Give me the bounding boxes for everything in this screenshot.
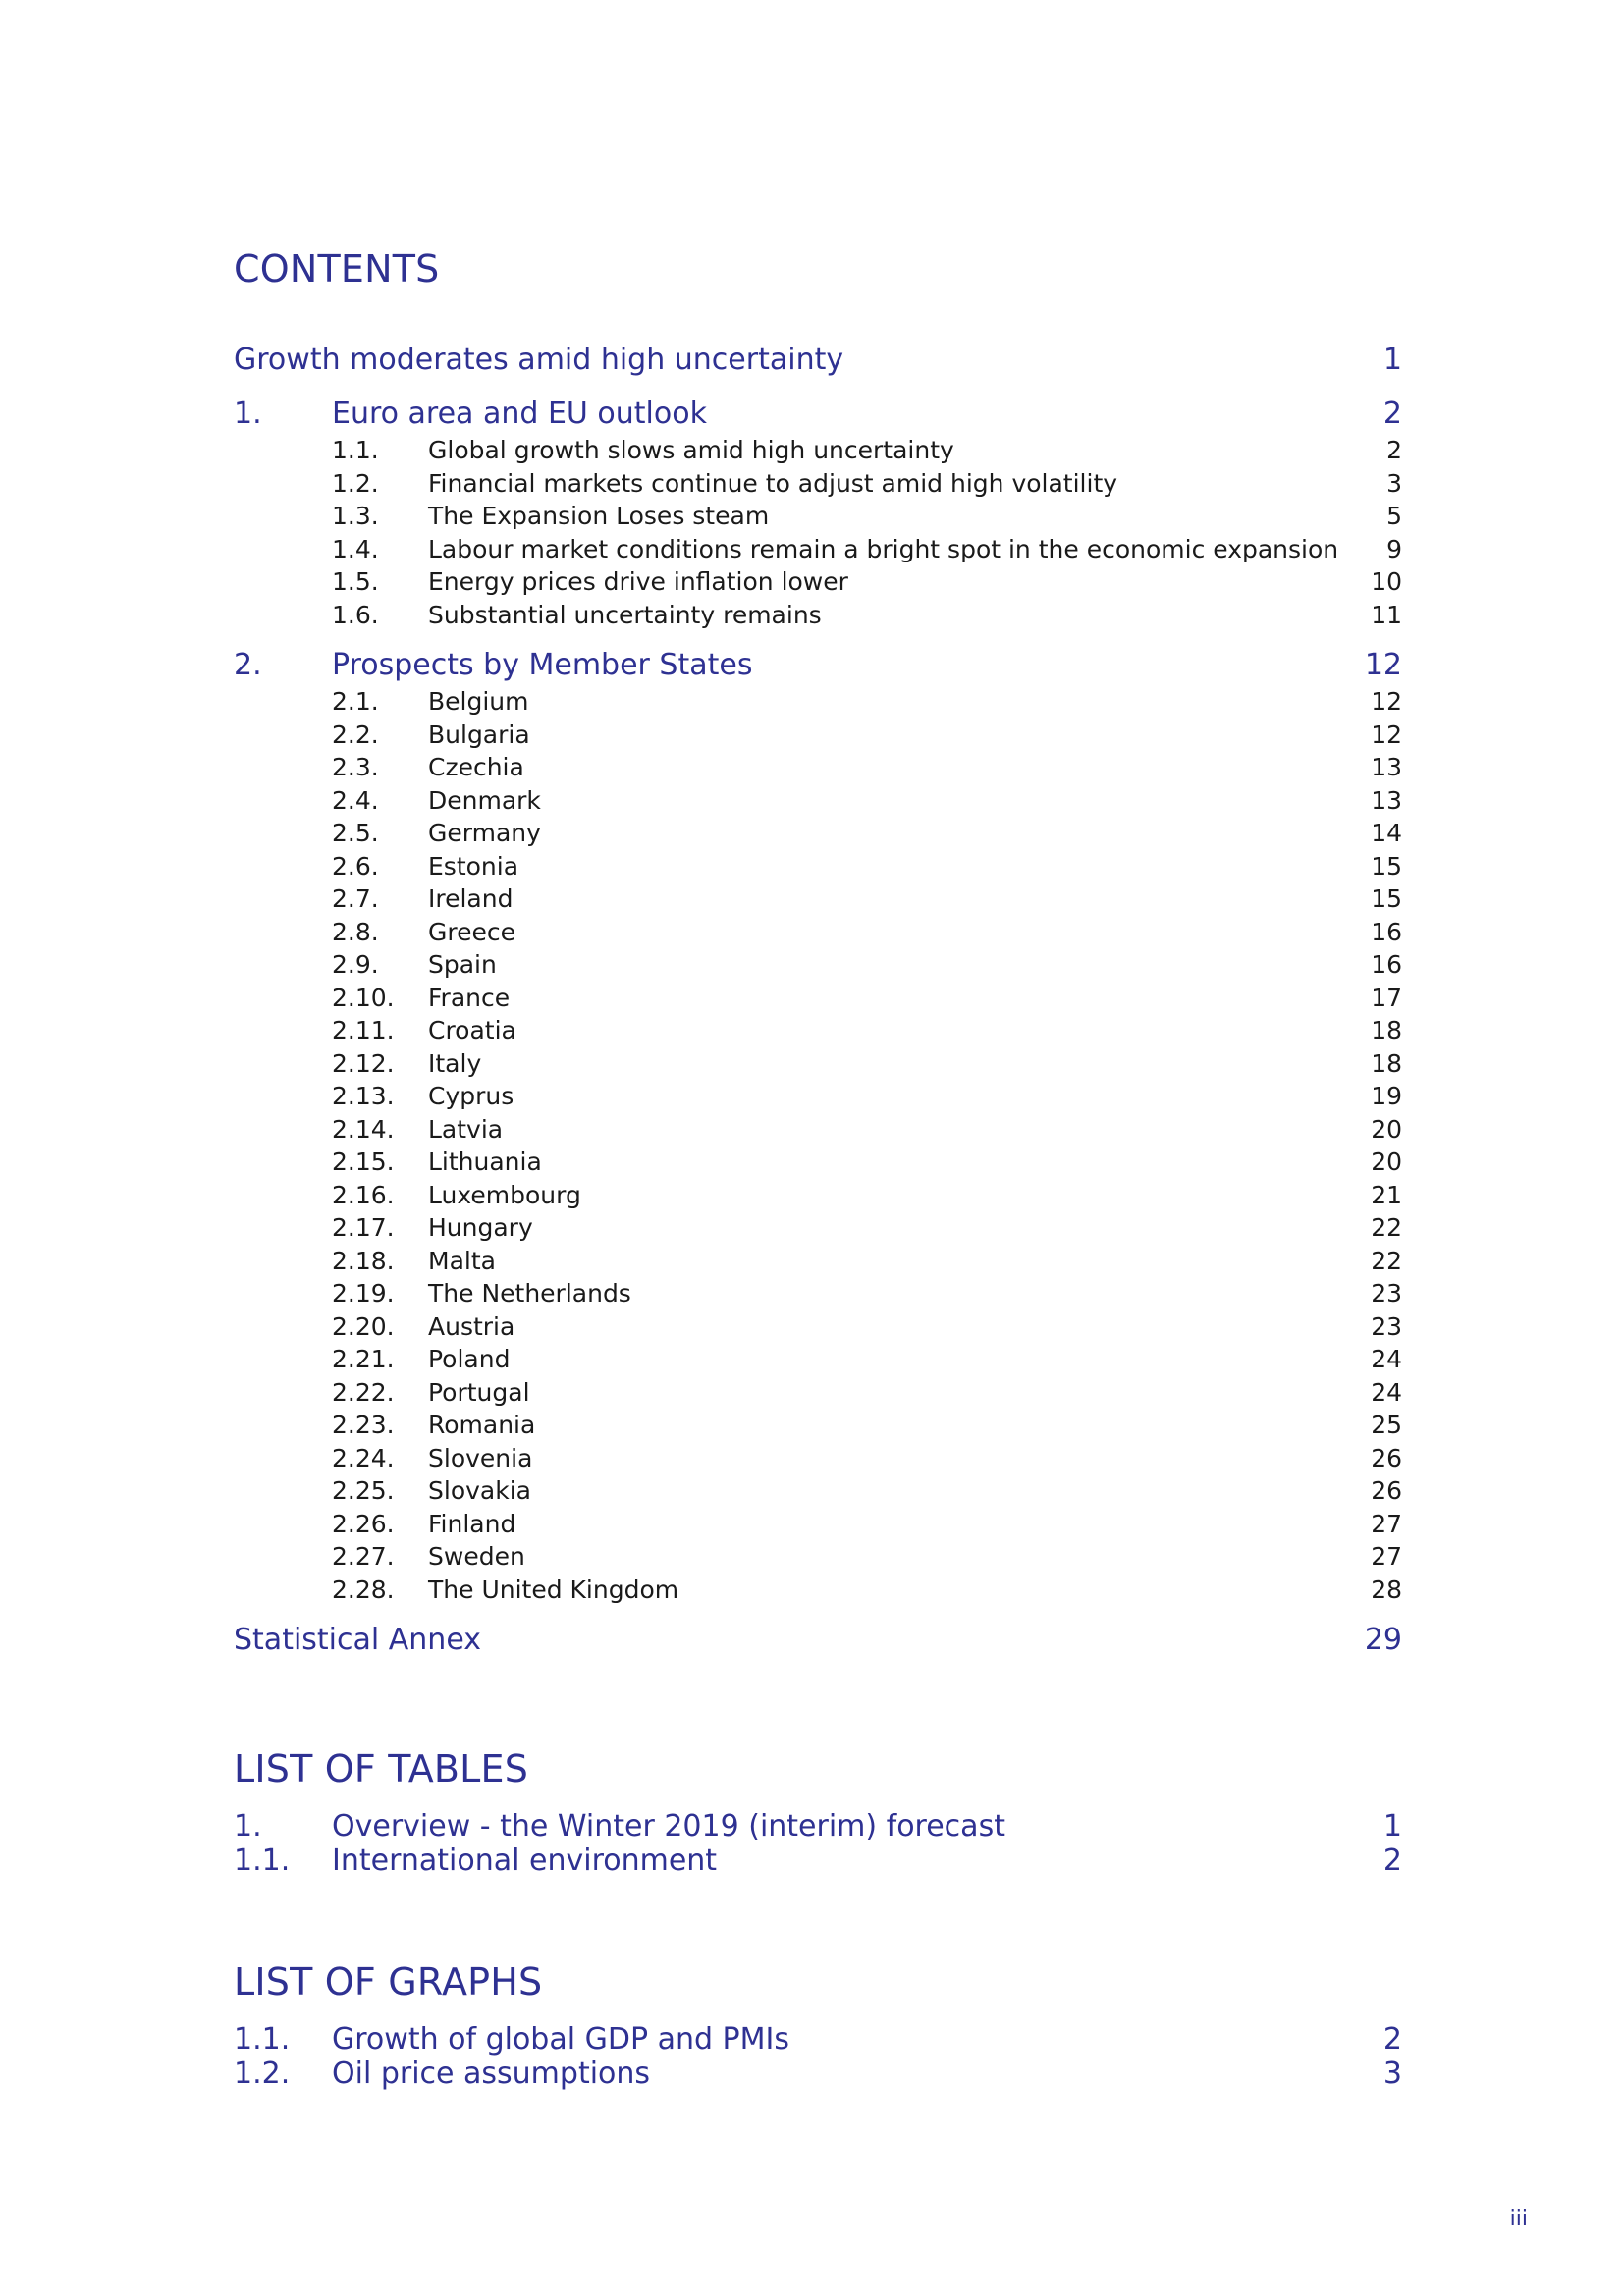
toc-entry-label: Belgium [428, 687, 529, 716]
toc-entry-page: 19 [1371, 1082, 1402, 1110]
toc-entry-2-15[interactable] [234, 1148, 1402, 1181]
graph-entry-page: 3 [1382, 2056, 1402, 2091]
table-entry-label: Overview - the Winter 2019 (interim) forecast [332, 1809, 1005, 1843]
toc-entry-number: 2.21. [332, 1345, 395, 1373]
toc-entry-page: 23 [1371, 1279, 1402, 1308]
toc-entry-2-9[interactable] [234, 950, 1402, 984]
toc-entry-page: 12 [1371, 721, 1402, 749]
toc-entry-page: 28 [1371, 1575, 1402, 1604]
toc-entry-page: 23 [1371, 1312, 1402, 1341]
toc-entry-number: 2.6. [332, 852, 379, 881]
toc-entry-label: Spain [428, 950, 497, 979]
toc-entry-2-21[interactable] [234, 1345, 1402, 1378]
toc-chapter-number: 1. [234, 397, 262, 431]
toc-entry-number: 2.1. [332, 687, 379, 716]
toc-entry-annex[interactable] [234, 1623, 1402, 1656]
toc-entry-label: Finland [428, 1510, 516, 1538]
toc-entry-2-19[interactable] [234, 1279, 1402, 1312]
toc-chapter-number: 2. [234, 648, 262, 682]
toc-entry-page: 16 [1371, 950, 1402, 979]
toc-entry-page: 9 [1386, 535, 1402, 563]
contents-heading: CONTENTS [234, 247, 440, 291]
toc-entry-1-6[interactable] [234, 601, 1402, 634]
toc-chapter-page: 12 [1364, 648, 1402, 682]
toc-entry-page: 12 [1371, 687, 1402, 716]
toc-entry-label: Italy [428, 1049, 482, 1078]
toc-entry-page: 26 [1371, 1476, 1402, 1505]
toc-entry-label: Poland [428, 1345, 511, 1373]
table-entry-page: 1 [1382, 1809, 1402, 1843]
toc-entry-number: 2.4. [332, 786, 379, 815]
toc-entry-2-10[interactable] [234, 984, 1402, 1017]
toc-entry-number: 2.25. [332, 1476, 395, 1505]
toc-entry-number: 1.3. [332, 502, 379, 530]
toc-entry-page: 18 [1371, 1049, 1402, 1078]
toc-entry-2-24[interactable] [234, 1444, 1402, 1477]
toc-entry-number: 2.14. [332, 1115, 395, 1144]
toc-entry-label: Denmark [428, 786, 541, 815]
toc-entry-number: 2.26. [332, 1510, 395, 1538]
toc-entry-2-12[interactable] [234, 1049, 1402, 1083]
toc-entry-page: 20 [1371, 1115, 1402, 1144]
toc-entry-number: 1.1. [332, 436, 379, 464]
toc-entry-number: 2.19. [332, 1279, 395, 1308]
toc-entry-page: 2 [1386, 436, 1402, 464]
toc-entry-label: Estonia [428, 852, 519, 881]
toc-entry-page: 24 [1371, 1345, 1402, 1373]
toc-entry-2-3[interactable] [234, 753, 1402, 786]
toc-entry-page: 17 [1371, 984, 1402, 1012]
toc-entry-page: 15 [1371, 852, 1402, 881]
toc-entry-label: Lithuania [428, 1148, 542, 1176]
toc-entry-number: 1.4. [332, 535, 379, 563]
toc-entry-label: Bulgaria [428, 721, 530, 749]
toc-entry-page: 29 [1364, 1623, 1402, 1657]
toc-entry-2-2[interactable] [234, 721, 1402, 754]
toc-entry-1-5[interactable] [234, 567, 1402, 601]
toc-entry-2-16[interactable] [234, 1181, 1402, 1214]
toc-entry-page: 13 [1371, 786, 1402, 815]
toc-entry-number: 2.8. [332, 918, 379, 946]
toc-entry-label: Romania [428, 1411, 536, 1439]
toc-entry-2-13[interactable] [234, 1082, 1402, 1115]
toc-entry-number: 2.18. [332, 1247, 395, 1275]
toc-entry-2-17[interactable] [234, 1213, 1402, 1247]
toc-entry-number: 1.6. [332, 601, 379, 629]
toc-entry-page: 22 [1371, 1213, 1402, 1242]
list-of-tables-heading: LIST OF TABLES [234, 1747, 529, 1790]
toc-entry-number: 2.3. [332, 753, 379, 781]
toc-entry-2-6[interactable] [234, 852, 1402, 885]
toc-entry-1-4[interactable] [234, 535, 1402, 568]
toc-entry-1-2[interactable] [234, 469, 1402, 503]
toc-entry-number: 2.11. [332, 1016, 395, 1044]
toc-entry-label: Cyprus [428, 1082, 514, 1110]
toc-entry-2-25[interactable] [234, 1476, 1402, 1510]
graph-entry-number: 1.1. [234, 2022, 291, 2056]
toc-entry-page: 15 [1371, 884, 1402, 913]
toc-entry-number: 2.15. [332, 1148, 395, 1176]
toc-entry-page: 1 [1382, 343, 1402, 377]
toc-entry-page: 26 [1371, 1444, 1402, 1472]
toc-entry-label: Germany [428, 819, 541, 847]
toc-entry-label: Latvia [428, 1115, 504, 1144]
graph-entry-1[interactable] [234, 2022, 1402, 2056]
toc-entry-2-18[interactable] [234, 1247, 1402, 1280]
toc-entry-label: Labour market conditions remain a bright spot in the economic expansion [428, 535, 1339, 563]
toc-entry-page: 22 [1371, 1247, 1402, 1275]
toc-entry-label: Financial markets continue to adjust amid high volatility [428, 469, 1118, 498]
toc-entry-number: 2.10. [332, 984, 395, 1012]
toc-entry-2-1[interactable] [234, 687, 1402, 721]
toc-entry-page: 11 [1371, 601, 1402, 629]
toc-entry-page: 10 [1371, 567, 1402, 596]
toc-entry-label: The United Kingdom [428, 1575, 679, 1604]
toc-entry-label: Ireland [428, 884, 514, 913]
toc-entry-number: 2.22. [332, 1378, 395, 1407]
toc-entry-number: 2.7. [332, 884, 379, 913]
toc-entry-2-20[interactable] [234, 1312, 1402, 1346]
toc-entry-number: 2.17. [332, 1213, 395, 1242]
toc-entry-1-3[interactable] [234, 502, 1402, 535]
toc-entry-2-4[interactable] [234, 786, 1402, 820]
table-entry-number: 1. [234, 1809, 262, 1843]
toc-entry-label: Growth moderates amid high uncertainty [234, 343, 844, 377]
toc-entry-label: Austria [428, 1312, 515, 1341]
toc-entry-2-22[interactable] [234, 1378, 1402, 1412]
toc-chapter-page: 2 [1382, 397, 1402, 431]
graph-entry-label: Oil price assumptions [332, 2056, 651, 2091]
toc-entry-page: 5 [1386, 502, 1402, 530]
toc-entry-number: 2.13. [332, 1082, 395, 1110]
toc-chapter-label: Prospects by Member States [332, 648, 753, 682]
toc-entry-page: 14 [1371, 819, 1402, 847]
toc-entry-number: 2.16. [332, 1181, 395, 1209]
toc-entry-label: Global growth slows amid high uncertainty [428, 436, 954, 464]
toc-entry-label: Croatia [428, 1016, 516, 1044]
toc-entry-page: 24 [1371, 1378, 1402, 1407]
toc-entry-number: 2.24. [332, 1444, 395, 1472]
toc-entry-number: 1.5. [332, 567, 379, 596]
toc-entry-label: Malta [428, 1247, 496, 1275]
toc-entry-page: 16 [1371, 918, 1402, 946]
page-number: iii [1509, 2207, 1528, 2231]
toc-entry-2-7[interactable] [234, 884, 1402, 918]
list-of-graphs-heading: LIST OF GRAPHS [234, 1960, 543, 2003]
toc-chapter-label: Euro area and EU outlook [332, 397, 707, 431]
toc-entry-2-23[interactable] [234, 1411, 1402, 1444]
toc-entry-label: Luxembourg [428, 1181, 581, 1209]
toc-entry-1-1[interactable] [234, 436, 1402, 469]
toc-entry-number: 1.2. [332, 469, 379, 498]
toc-entry-page: 21 [1371, 1181, 1402, 1209]
table-entry-1[interactable] [234, 1809, 1402, 1842]
toc-chapter-2[interactable] [234, 648, 1402, 681]
toc-entry-page: 18 [1371, 1016, 1402, 1044]
toc-entry-label: Energy prices drive inflation lower [428, 567, 848, 596]
toc-entry-label: The Expansion Loses steam [428, 502, 770, 530]
toc-entry-number: 2.5. [332, 819, 379, 847]
toc-entry-label: Greece [428, 918, 515, 946]
toc-entry-page: 13 [1371, 753, 1402, 781]
toc-entry-page: 27 [1371, 1510, 1402, 1538]
toc-entry-2-5[interactable] [234, 819, 1402, 852]
toc-entry-number: 2.2. [332, 721, 379, 749]
toc-entry-2-28[interactable] [234, 1575, 1402, 1609]
toc-entry-2-14[interactable] [234, 1115, 1402, 1148]
toc-entry-page: 3 [1386, 469, 1402, 498]
toc-entry-label: France [428, 984, 511, 1012]
graph-entry-number: 1.2. [234, 2056, 291, 2091]
toc-entry-number: 2.20. [332, 1312, 395, 1341]
toc-entry-number: 2.27. [332, 1542, 395, 1571]
table-entry-number: 1.1. [234, 1843, 291, 1878]
toc-entry-page: 25 [1371, 1411, 1402, 1439]
toc-entry-label: Hungary [428, 1213, 533, 1242]
toc-entry-label: Czechia [428, 753, 524, 781]
toc-entry-label: The Netherlands [428, 1279, 631, 1308]
toc-entry-number: 2.9. [332, 950, 379, 979]
toc-entry-page: 20 [1371, 1148, 1402, 1176]
toc-entry-2-26[interactable] [234, 1510, 1402, 1543]
table-entry-2[interactable] [234, 1843, 1402, 1877]
toc-entry-2-8[interactable] [234, 918, 1402, 951]
toc-chapter-1[interactable] [234, 397, 1402, 430]
toc-entry-label: Slovenia [428, 1444, 533, 1472]
toc-entry-label: Portugal [428, 1378, 530, 1407]
toc-entry-2-11[interactable] [234, 1016, 1402, 1049]
graph-entry-label: Growth of global GDP and PMIs [332, 2022, 790, 2056]
table-entry-page: 2 [1382, 1843, 1402, 1878]
toc-entry-label: Substantial uncertainty remains [428, 601, 822, 629]
graph-entry-page: 2 [1382, 2022, 1402, 2056]
toc-entry-number: 2.28. [332, 1575, 395, 1604]
toc-entry-number: 2.12. [332, 1049, 395, 1078]
toc-entry-intro[interactable] [234, 343, 1402, 376]
toc-entry-label: Slovakia [428, 1476, 531, 1505]
toc-entry-label: Sweden [428, 1542, 525, 1571]
toc-entry-2-27[interactable] [234, 1542, 1402, 1575]
table-entry-label: International environment [332, 1843, 718, 1878]
graph-entry-2[interactable] [234, 2056, 1402, 2090]
toc-entry-page: 27 [1371, 1542, 1402, 1571]
toc-entry-label: Statistical Annex [234, 1623, 481, 1657]
toc-entry-number: 2.23. [332, 1411, 395, 1439]
